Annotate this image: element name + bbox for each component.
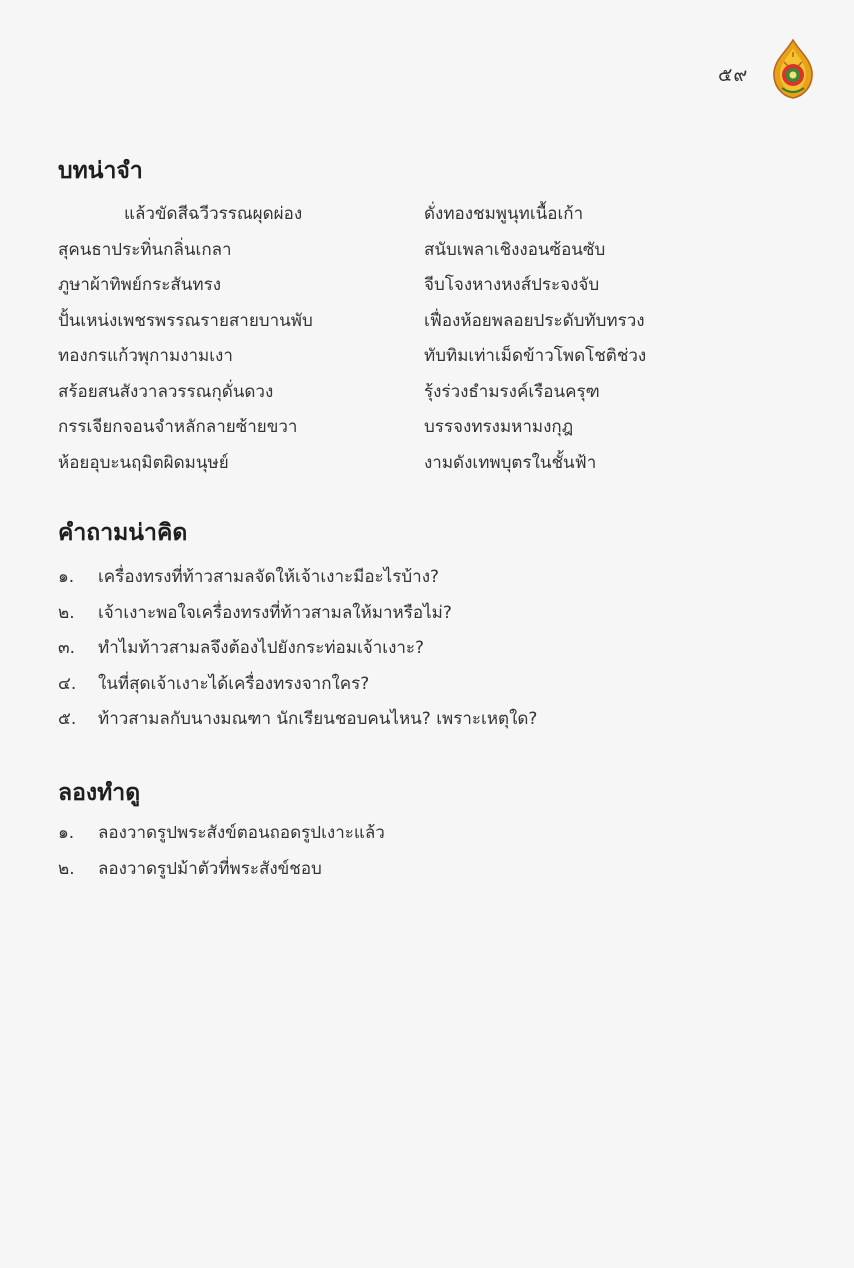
poem-row bbox=[58, 239, 738, 275]
question-text: ในที่สุดเจ้าเงาะได้เครื่องทรงจากใคร? bbox=[98, 673, 370, 694]
poem-verse-second: เฟื่องห้อยพลอยประดับทับทรวง bbox=[424, 310, 645, 331]
poem-verse-second: รุ้งร่วงธำมรงค์เรือนครุฑ bbox=[424, 381, 600, 402]
poem-row bbox=[58, 310, 738, 346]
item-number: ๑. bbox=[58, 567, 75, 587]
poem-verse-second: บรรจงทรงมหามงกุฎ bbox=[424, 417, 574, 437]
poem-verse-first: ปั้นเหน่งเพชรพรรณรายสายบานพับ bbox=[58, 310, 313, 331]
poem-verse-first: กรรเจียกจอนจำหลักลายซ้ายขวา bbox=[58, 417, 298, 437]
question-text: ทำไมท้าวสามลจึงต้องไปยังกระท่อมเจ้าเงาะ? bbox=[98, 638, 425, 658]
page-number: ๕๙ bbox=[718, 64, 749, 86]
question-text: ท้าวสามลกับนางมณฑา นักเรียนชอบคนไหน? เพราะเหตุใด? bbox=[98, 709, 538, 729]
poem-verse-second: สนับเพลาเชิงงอนซ้อนซับ bbox=[424, 239, 606, 260]
poem-verse-first: สร้อยสนสังวาลวรรณกุดั่นดวง bbox=[58, 381, 274, 402]
poem-verse-first: ห้อยอุบะนฤมิตผิดมนุษย์ bbox=[58, 452, 229, 473]
item-number: ๒. bbox=[58, 602, 75, 623]
section-title-activities: ลองทำดู bbox=[58, 780, 141, 806]
poem-verse-first: ภูษาผ้าทิพย์กระสันทรง bbox=[58, 275, 222, 295]
item-number: ๑. bbox=[58, 823, 75, 843]
poem-row bbox=[58, 345, 738, 381]
poem-row bbox=[58, 416, 738, 452]
poem-verse-first: สุคนธาประทิ่นกลิ่นเกลา bbox=[58, 239, 232, 260]
poem-verse-second: ดั่งทองชมพูนุทเนื้อเก้า bbox=[424, 204, 584, 224]
poem-verse-second: ทับทิมเท่าเม็ดข้าวโพดโชติช่วง bbox=[424, 346, 647, 366]
item-number: ๓. bbox=[58, 638, 76, 658]
poem-verse-first: แล้วขัดสีฉวีวรรณผุดผ่อง bbox=[124, 204, 303, 224]
poem-row bbox=[58, 274, 738, 310]
question-text: เจ้าเงาะพอใจเครื่องทรงที่ท้าวสามลให้มาหรือไม่? bbox=[98, 602, 452, 623]
poem-verse-second: จีบโจงหางหงส์ประจงจับ bbox=[424, 275, 600, 295]
activity-text: ลองวาดรูปม้าตัวที่พระสังข์ชอบ bbox=[98, 858, 322, 879]
poem-row bbox=[58, 452, 738, 488]
poem-verse-second: งามดังเทพบุตรในชั้นฟ้า bbox=[424, 452, 597, 473]
poem-verse-first: ทองกรแก้วพุกามงามเงา bbox=[58, 346, 233, 366]
question-text: เครื่องทรงที่ท้าวสามลจัดให้เจ้าเงาะมีอะไรบ้าง? bbox=[98, 567, 440, 587]
poem-block bbox=[58, 203, 738, 487]
item-number: ๔. bbox=[58, 673, 77, 694]
item-number: ๒. bbox=[58, 858, 75, 879]
poem-row bbox=[58, 203, 738, 239]
section-title-questions: คำถามน่าคิด bbox=[58, 520, 188, 546]
ministry-emblem-icon bbox=[770, 38, 816, 100]
activity-text: ลองวาดรูปพระสังข์ตอนถอดรูปเงาะแล้ว bbox=[98, 823, 385, 843]
section-title-memorize: บทน่าจำ bbox=[58, 158, 143, 184]
item-number: ๕. bbox=[58, 709, 77, 729]
poem-row bbox=[58, 381, 738, 417]
